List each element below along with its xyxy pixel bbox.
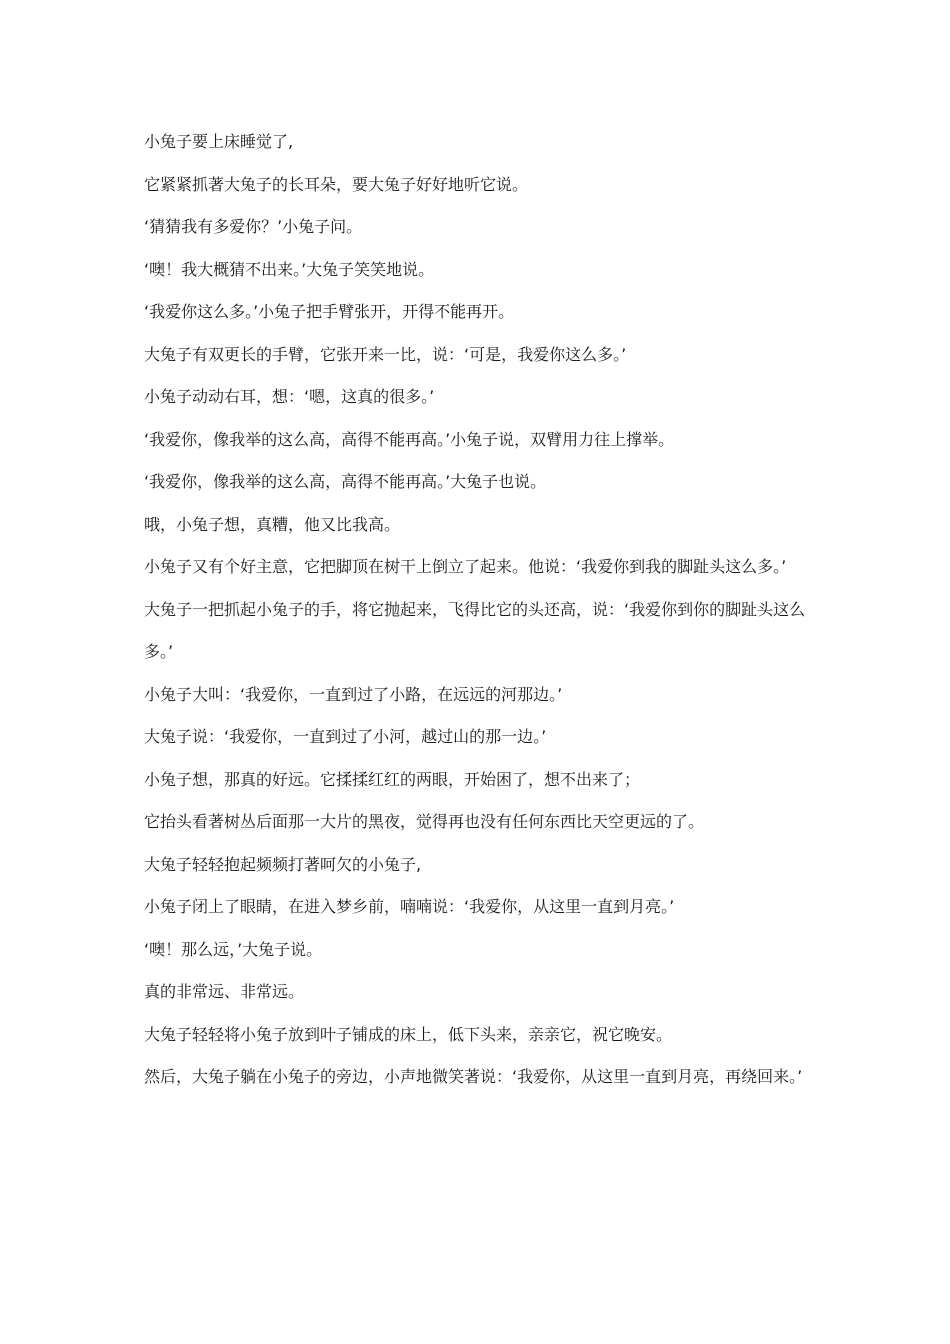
paragraph: 它紧紧抓著大兔子的长耳朵，要大兔子好好地听它说。 <box>144 174 529 194</box>
paragraph: 大兔子轻轻将小兔子放到叶子铺成的床上，低下头来，亲亲它，祝它晚安。 <box>144 1024 673 1044</box>
paragraph: 真的非常远、非常远。 <box>144 982 305 1001</box>
document-body <box>144 121 816 1099</box>
paragraph: 小兔子闭上了眼睛，在进入梦乡前，喃喃说：‘我爱你，从这里一直到月亮。’ <box>144 897 675 916</box>
paragraph: 小兔子动动右耳，想：‘嗯，这真的很多。’ <box>144 387 435 406</box>
paragraph: ‘我爱你，像我举的这么高，高得不能再高。’大兔子也说。 <box>144 472 547 491</box>
paragraph: 大兔子轻轻抱起频频打著呵欠的小兔子, <box>144 854 422 874</box>
paragraph: 小兔子又有个好主意，它把脚顶在树干上倒立了起来。他说：‘我爱你到我的脚趾头这么多。’ <box>144 557 787 576</box>
paragraph: 小兔子想，那真的好远。它揉揉红红的两眼，开始困了，想不出来了； <box>144 769 641 789</box>
paragraph: 然后，大兔子躺在小兔子的旁边，小声地微笑著说：‘我爱你，从这里一直到月亮，再绕回来。’ <box>144 1067 803 1086</box>
paragraph: ‘噢！我大概猜不出来。’大兔子笑笑地说。 <box>144 259 435 279</box>
paragraph: 大兔子有双更长的手臂，它张开来一比，说：‘可是，我爱你这么多。’ <box>144 344 627 364</box>
paragraph: ‘我爱你，像我举的这么高，高得不能再高。’小兔子说，双臂用力往上撑举。 <box>144 429 675 449</box>
paragraph: 小兔子要上床睡觉了, <box>144 132 294 151</box>
paragraph: 它抬头看著树丛后面那一大片的黑夜，觉得再也没有任何东西比天空更远的了。 <box>144 812 705 831</box>
paragraph: ‘我爱你这么多。’小兔子把手臂张开，开得不能再开。 <box>144 302 515 321</box>
paragraph: 大兔子说：‘我爱你，一直到过了小河，越过山的那一边。’ <box>144 727 547 746</box>
paragraph: 大兔子一把抓起小兔子的手，将它抛起来，飞得比它的头还高，说：‘我爱你到你的脚趾头这么多。’ <box>144 599 806 661</box>
paragraph: 哦，小兔子想，真糟，他又比我高。 <box>144 514 401 534</box>
paragraph: ‘猜猜我有多爱你？’小兔子问。 <box>144 217 363 236</box>
paragraph: ‘噢！那么远，’大兔子说。 <box>144 939 323 959</box>
paragraph: 小兔子大叫：‘我爱你，一直到过了小路，在远远的河那边。’ <box>144 684 563 704</box>
